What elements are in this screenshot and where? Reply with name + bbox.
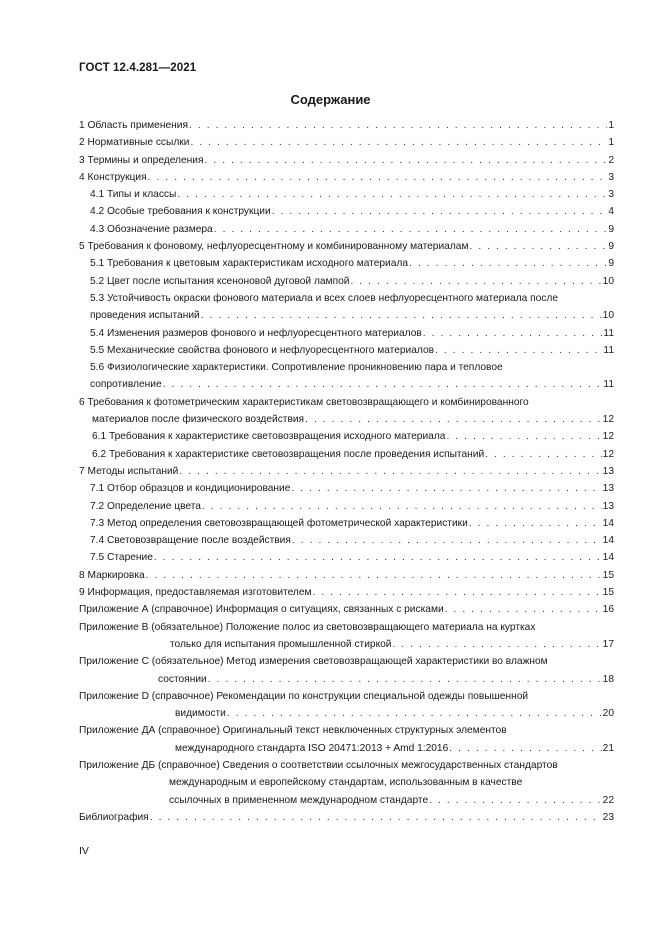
toc-entry [79,117,614,134]
toc-leader-dots [446,428,601,445]
toc-entry-title: 4.3 Обозначение размера [90,223,213,235]
toc-entry-title: 4.2 Особые требования к конструкции [90,206,271,218]
toc-entry-page: 13 [602,500,614,512]
toc-entry-title: 7.3 Метод определения световозвращающей фотометрической характеристики [90,517,468,529]
toc-entry-page: 1 [608,120,614,131]
toc-entry-title: 7.1 Отбор образцов и кондиционирование [90,483,291,495]
toc-entry-title: только для испытания промышленной стиркой [170,638,392,650]
toc-entry-title: 1 Область применения [79,120,188,131]
toc-entry-page: 12 [602,414,614,426]
toc-line: 6 Требования к фотометрическим характеристикам световозвращающего и комбинированного [79,396,529,408]
toc-entry [79,532,614,549]
toc-entry-title: 9 Информация, предоставляемая изготовителем [79,587,312,599]
toc-entry-page: 3 [608,171,614,183]
toc-entry [79,584,614,601]
toc-entry [79,480,614,497]
toc-entry-title: 6.2 Требования к характеристике световозвращения после проведения испытаний [92,448,485,460]
toc-leader-dots [449,740,601,757]
toc-entry [79,463,614,480]
toc-entry [79,134,614,151]
toc-leader-dots [350,273,601,290]
toc-entry [79,273,614,290]
toc-leader-dots [146,567,602,584]
toc-entry-page: 14 [602,552,614,564]
toc-leader-dots [305,411,602,428]
toc-entry-page: 14 [602,517,614,529]
toc-entry-title: международного стандарта ISO 20471:2013 + Amd 1:2016 [175,742,449,754]
toc-leader-dots [485,446,602,463]
toc-line: Приложение В (обязательное) Положение полос из световозвращающего материала на куртках [79,621,536,633]
toc-entry-title: сопротивление [90,379,162,391]
toc-entry-title: 5.4 Изменения размеров фонового и нефлуоресцентного материалов [90,327,422,339]
toc-entry [79,376,614,393]
toc-entry-title: 6.1 Требования к характеристике световозвращения исходного материала [92,431,446,443]
toc-leader-dots [214,221,608,238]
toc-leader-dots [292,532,602,549]
toc-entry-page: 14 [602,535,614,547]
toc-entry-page: 1 [608,137,614,149]
toc-line: Приложение С (обязательное) Метод измерения световозвращающей характеристики во влажном [79,656,548,668]
toc-leader-dots [272,203,608,220]
toc-entry [79,255,614,272]
toc-line: 5.3 Устойчивость окраски фонового материала и всех слоев нефлуоресцентного материала после [90,292,559,304]
toc-entry-page: 20 [602,708,614,720]
toc-entry-title: 5.5 Механические свойства фонового и нефлуоресцентного материалов [90,344,435,356]
toc-entry-page: 9 [608,223,614,235]
toc-entry [79,152,614,169]
toc-leader-dots [435,342,602,359]
table-of-contents [79,117,614,826]
toc-entry-title: 7.2 Определение цвета [90,500,201,512]
toc-entry-title: 7 Методы испытаний [79,465,179,477]
toc-entry [79,238,614,255]
toc-entry-title: Приложение А (справочное) Информация о ситуациях, связанных с рисками [79,604,444,616]
toc-entry-page: 18 [602,673,614,685]
toc-entry-title: видимости [175,708,226,720]
toc-line: Приложение D (справочное) Рекомендации по конструкции специальной одежды повышенной [79,690,529,702]
toc-entry-page: 17 [602,638,614,650]
toc-entry [79,307,614,324]
toc-leader-dots [177,186,607,203]
toc-entry-page: 11 [603,344,614,356]
toc-entry [79,549,614,566]
toc-leader-dots [291,480,601,497]
toc-entry-page: 15 [602,569,614,581]
toc-title: Содержание [290,92,371,107]
toc-entry-page: 12 [602,431,614,443]
toc-entry [79,567,614,584]
toc-entry [79,446,614,463]
toc-entry-page: 3 [608,189,614,201]
toc-entry [79,428,614,445]
toc-entry-title: ссылочных в примененном международном стандарте [169,794,429,806]
toc-entry-page: 15 [602,587,614,599]
toc-entry-title: 4.1 Типы и классы [90,189,177,201]
toc-entry [79,221,614,238]
toc-leader-dots [190,134,607,151]
toc-line: 5.6 Физиологические характеристики. Сопротивление проникновению пара и тепловое [90,362,503,374]
toc-entry [79,515,614,532]
toc-entry [79,169,614,186]
toc-entry-title: 4 Конструкция [79,171,147,183]
toc-entry-title: проведения испытаний [90,310,200,322]
toc-entry [79,636,614,653]
toc-leader-dots [423,325,603,342]
toc-entry-title: состоянии [158,673,207,685]
toc-entry [79,498,614,515]
toc-entry-page: 11 [603,327,614,339]
toc-leader-dots [393,636,602,653]
toc-entry-title: 3 Термины и определения [79,154,204,166]
toc-leader-dots [150,809,602,826]
toc-leader-dots [469,238,607,255]
toc-leader-dots [409,255,607,272]
toc-leader-dots [429,792,602,809]
toc-entry-page: 13 [602,483,614,495]
toc-entry-page: 12 [602,448,614,460]
toc-entry-page: 2 [608,154,614,166]
toc-leader-dots [227,705,602,722]
toc-entry-page: 10 [602,275,614,287]
toc-entry-title: 5 Требования к фоновому, нефлуоресцентному и комбинированному материалам [79,241,469,253]
toc-entry-page: 16 [602,604,614,616]
toc-entry [79,671,614,688]
toc-entry [79,342,614,359]
toc-leader-dots [202,498,602,515]
toc-leader-dots [189,117,607,134]
toc-entry [79,740,614,757]
toc-entry-title: 5.1 Требования к цветовым характеристикам исходного материала [90,258,408,270]
toc-entry-page: 21 [602,742,614,754]
toc-leader-dots [154,549,602,566]
toc-entry [79,601,614,618]
toc-entry-title: 7.4 Световозвращение после воздействия [90,535,291,547]
toc-entry-page: 9 [608,258,614,270]
toc-leader-dots [313,584,602,601]
toc-entry-page: 10 [602,310,614,322]
toc-line: Приложение ДА (справочное) Оригинальный текст невключенных структурных элементов [79,725,507,737]
toc-entry-page: 9 [608,241,614,253]
toc-entry [79,411,614,428]
page-number: IV [79,845,89,857]
toc-entry [79,203,614,220]
toc-entry-title: 5.2 Цвет после испытания ксеноновой дуговой лампой [90,275,350,287]
toc-entry [79,792,614,809]
toc-entry [79,325,614,342]
toc-leader-dots [179,463,601,480]
toc-leader-dots [204,152,607,169]
toc-line: международным и европейскому стандартам, использованным в качестве [169,777,523,789]
toc-entry-title: 2 Нормативные ссылки [79,137,190,149]
toc-line: Приложение ДБ (справочное) Сведения о соответствии ссылочных межгосударственных стандартов [79,759,558,771]
toc-entry-page: 4 [608,206,614,218]
toc-entry-page: 23 [602,811,614,823]
toc-entry-title: Библиография [79,811,149,823]
toc-leader-dots [201,307,602,324]
toc-leader-dots [148,169,608,186]
toc-entry-title: 7.5 Старение [90,552,153,564]
toc-entry-title: материалов после физического воздействия [92,414,305,426]
toc-entry-page: 13 [602,465,614,477]
document-header: ГОСТ 12.4.281—2021 [79,62,197,74]
toc-leader-dots [445,601,602,618]
toc-entry-title: 8 Маркировка [79,569,145,581]
toc-entry [79,809,614,826]
toc-entry-page: 11 [603,379,614,391]
toc-entry [79,186,614,203]
toc-entry [79,705,614,722]
toc-leader-dots [163,376,603,393]
toc-leader-dots [208,671,602,688]
toc-entry-page: 22 [602,794,614,806]
toc-leader-dots [469,515,602,532]
